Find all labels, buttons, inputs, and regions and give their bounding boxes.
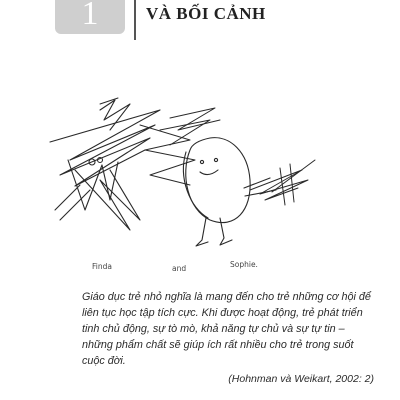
- left-figure-scribble: [50, 100, 160, 230]
- chapter-tab: [55, 0, 125, 34]
- chapter-number: 1: [81, 0, 99, 32]
- quote-text: Giáo dục trẻ nhỏ nghĩa là mang đến cho trẻ những cơ hội để liên tục học tập tích cực. Khi được hoạt động, trẻ phát triển tinh chủ động, sự tò mò, khả năng tự chủ và sự tự tin – những phẩm chất sẽ giúp ích rất nhiều cho trẻ trong suốt cuộc đời.: [82, 291, 371, 367]
- middle-scribble: [140, 120, 210, 185]
- quote-citation: (Hohnman và Weikart, 2002: 2): [228, 373, 374, 385]
- drawing-label: and: [172, 264, 187, 273]
- drawing-label: Finda: [92, 262, 112, 271]
- child-drawing: [40, 90, 350, 290]
- chapter-title: VÀ BỐI CẢNH: [146, 4, 266, 23]
- right-figure: [183, 138, 276, 246]
- chapter-divider: [134, 0, 136, 40]
- drawing-label: Sophie.: [230, 260, 258, 269]
